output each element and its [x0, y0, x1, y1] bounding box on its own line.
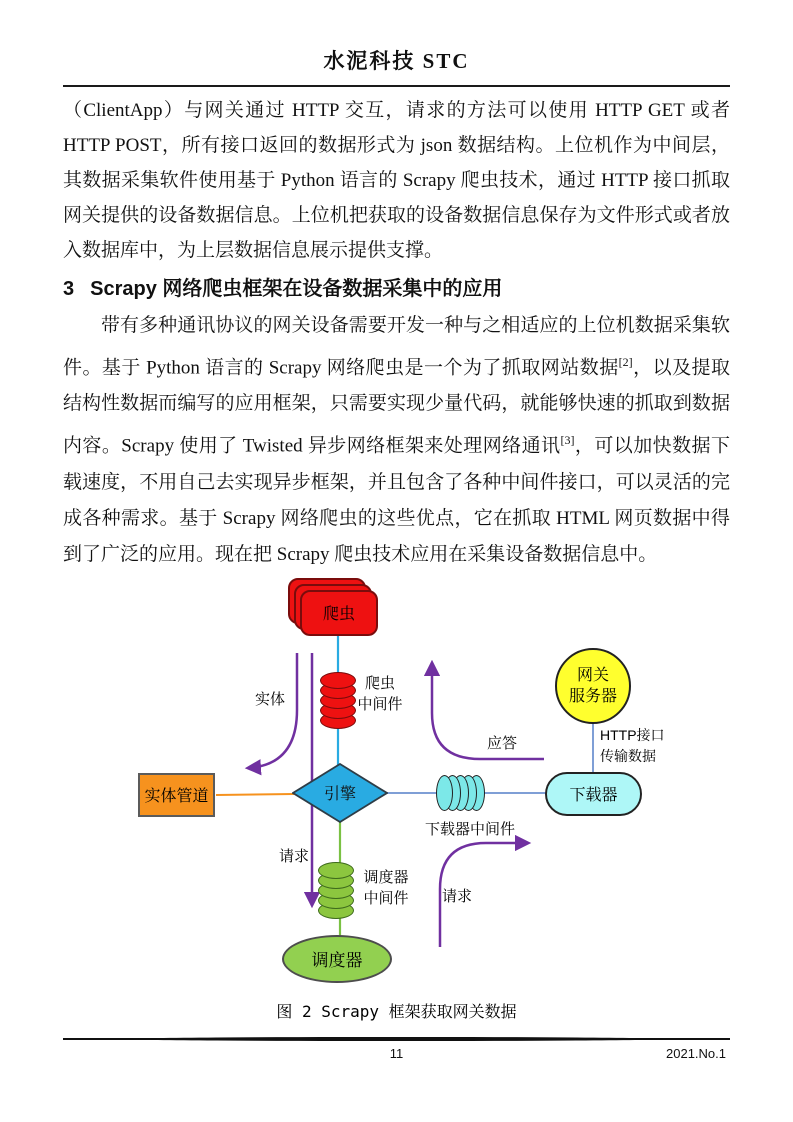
page-footer	[63, 1036, 730, 1066]
cylinder-disc	[320, 672, 356, 689]
spider-middleware-cylinder	[320, 672, 356, 730]
paragraph-2-segment: 带有多种通讯协议的网关设备需要开发一种与之相适应的上位机数据采集软件。基于 Python 语言的 Scrapy 网络爬虫是一个为了抓取网站数据	[63, 315, 730, 379]
downloader-middleware-label: 下载器中间件	[424, 820, 515, 838]
gateway-server-node	[555, 648, 631, 724]
scheduler-label: 调度器	[311, 951, 363, 971]
spider-label: 爬虫	[322, 606, 355, 624]
scrapy-framework-diagram	[0, 575, 793, 995]
scheduler-middleware-cylinder	[318, 862, 354, 920]
issue-number: 2021.No.1	[666, 1046, 726, 1061]
item-pipeline-node	[138, 773, 215, 817]
request-left-edge-label: 请求	[279, 847, 310, 865]
http-edge-label: HTTP接口 传输数据	[600, 726, 665, 764]
page-number: 11	[389, 1046, 404, 1061]
engine-node	[292, 763, 388, 823]
response-edge-label: 应答	[487, 734, 518, 752]
engine-label: 引擎	[323, 786, 356, 804]
downloader-middleware-cylinder	[436, 775, 494, 811]
cylinder-disc	[318, 862, 354, 879]
entity-edge-label: 实体	[255, 690, 286, 708]
section-heading	[63, 272, 730, 306]
footer-divider	[63, 1036, 730, 1042]
journal-title: 水泥科技 STC	[323, 49, 470, 73]
item-pipeline-label: 实体管道	[144, 788, 209, 806]
citation-ref-3: [3]	[560, 433, 575, 448]
spider-node	[288, 578, 380, 638]
downloader-label: 下载器	[569, 787, 618, 805]
section-title: Scrapy 网络爬虫框架在设备数据采集中的应用	[90, 278, 503, 300]
footer-meta	[63, 1046, 730, 1066]
spider-middleware-label: 爬虫 中间件	[357, 674, 403, 713]
spider-card-front	[300, 590, 378, 636]
figure-caption: 图 2 Scrapy 框架获取网关数据	[276, 1001, 517, 1021]
footer-divider-bulge	[130, 1037, 664, 1042]
paragraph-2	[63, 308, 730, 573]
scheduler-node	[282, 935, 392, 983]
entity-arrow	[248, 653, 297, 768]
diagram-connectors	[0, 575, 793, 995]
downloader-node	[545, 772, 642, 816]
scheduler-middleware-label: 调度器 中间件	[363, 868, 409, 907]
paragraph-1: （ClientApp）与网关通过 HTTP 交互，请求的方法可以使用 HTTP GET 或者 HTTP POST，所有接口返回的数据形式为 json 数据结构。上位机作为中间层，其数据采集软件使用基于 Python 语言的 Scrapy 爬虫技术，通过 HTTP 接口抓取网关提供的设备数据信息。上位机把获取的设备数据信息保存为文件形式或者放入数据库中，为上层数据信息展示提供支撑。	[63, 100, 730, 261]
section-number: 3	[63, 278, 75, 300]
paragraph-2-segment: ，可以加快数据下载速度，不用自己去实现异步框架，并且包含了各种中间件接口，可以灵活的完成各种需求。基于 Scrapy 网络爬虫的这些优点，它在抓取 HTML 网页数据中得到了广泛的应用。现在把 Scrapy 爬虫技术应用在采集设备数据信息中。	[63, 435, 730, 565]
gateway-server-label: 网关 服务器	[568, 666, 617, 705]
paragraph-2-segment: ，以及提取结构性数据而编写的应用框架，只需要实现少量代码，就能够快速的抓取到数据内容。Scrapy 使用了 Twisted 异步网络框架来处理网络通讯	[63, 357, 730, 457]
cylinder-disc	[436, 775, 453, 811]
request-right-edge-label: 请求	[442, 887, 473, 905]
edge-pipeline-engine	[216, 794, 294, 795]
citation-ref-2: [2]	[618, 355, 633, 369]
header-rule	[63, 85, 730, 87]
